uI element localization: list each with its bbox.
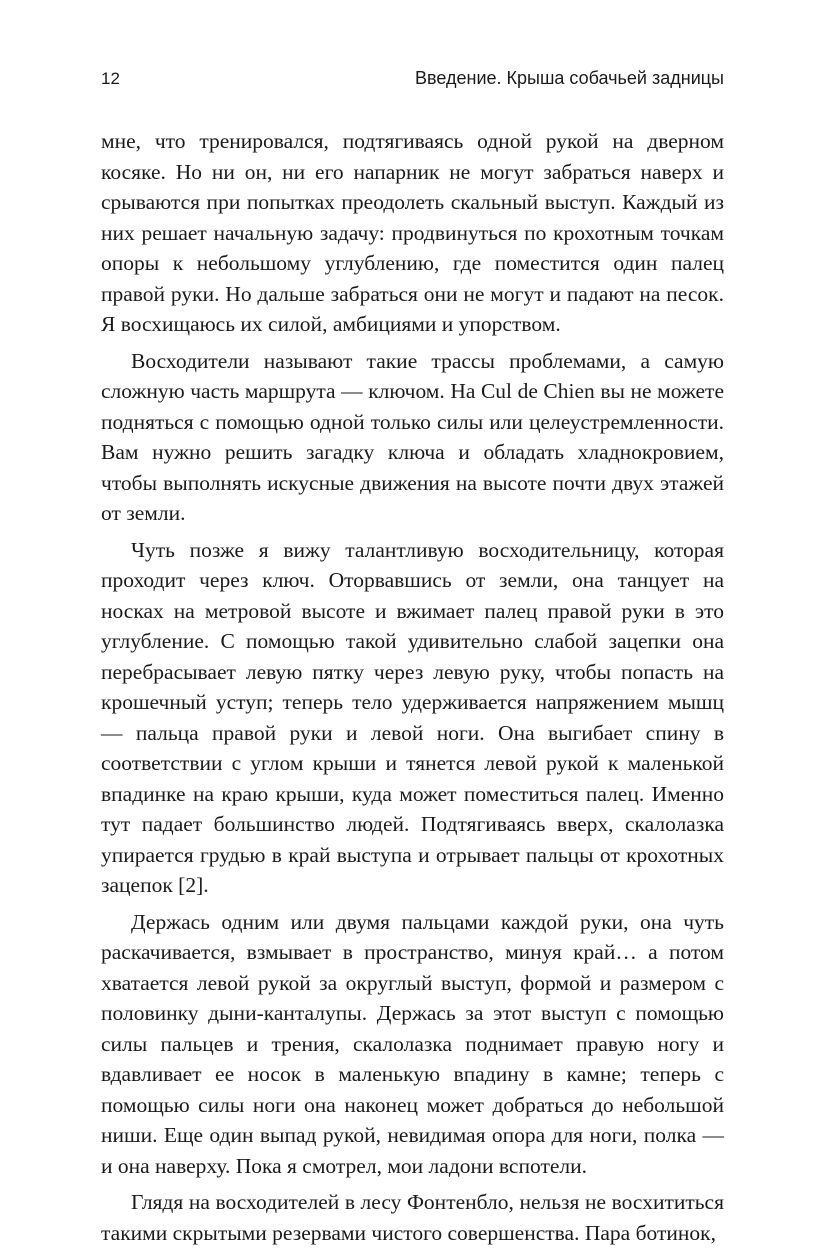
paragraph: Чуть позже я вижу талантливую восходительницу, которая проходит через ключ. Оторвавшись от земли, она танцует на носках на метровой высоте и вжимает палец правой руки в это углубление. С помощью такой удивительно слабой зацепки она перебрасывает левую пятку через левую руку, чтобы попасть на крошечный уступ; теперь тело удерживается напряжением мышц — пальца правой руки и левой ноги. Она выгибает спину в соответствии с углом крыши и тянется левой рукой к маленькой впадинке на краю крыши, куда может поместиться палец. Именно тут падает большинство людей. Подтягиваясь вверх, скалолазка упирается грудью в край выступа и отрывает пальцы от крохотных зацепок [2]. bbox=[101, 537, 724, 897]
paragraph: Восходители называют такие трассы проблемами, а самую сложную часть маршрута — ключом. На Cul de Chien вы не можете подняться с помощью одной только силы или целеустремленности. Вам нужно решить загадку ключа и обладать хладнокровием, чтобы выполнять искусные движения на высоте почти двух этажей от земли. bbox=[101, 348, 724, 525]
paragraph-continued: мне, что тренировался, подтягиваясь одной рукой на дверном косяке. Но ни он, ни его напарник не могут забраться наверх и срываются при попытках преодолеть скальный выступ. Каждый из них решает начальную задачу: продвинуться по крохотным точкам опоры к небольшому углублению, где поместится один палец правой руки. Но дальше забраться они не могут и падают на песок. Я восхищаюсь их силой, амбициями и упорством. bbox=[101, 129, 724, 336]
running-header bbox=[101, 66, 724, 90]
chapter-title: Введение. Крыша собачьей задницы bbox=[415, 68, 724, 88]
body-text bbox=[101, 126, 724, 1254]
paragraph: Держась одним или двумя пальцами каждой руки, она чуть раскачивается, взмывает в пространство, минуя край… а потом хватается левой рукой за округлый выступ, формой и размером с половинку дыни-канталупы. Держась за этот выступ с помощью силы пальцев и трения, скалолазка поднимает правую ногу и вдавливает ее носок в маленькую впадину в камне; теперь с помощью силы ноги она наконец может добраться до небольшой ниши. Еще один выпад рукой, невидимая опора для ноги, полка — и она наверху. Пока я смотрел, мои ладони вспотели. bbox=[101, 909, 724, 1178]
page-number: 12 bbox=[101, 69, 120, 88]
paragraph: Глядя на восходителей в лесу Фонтенбло, нельзя не восхититься такими скрытыми резервами чистого совершенства. Пара ботинок, bbox=[101, 1190, 724, 1245]
